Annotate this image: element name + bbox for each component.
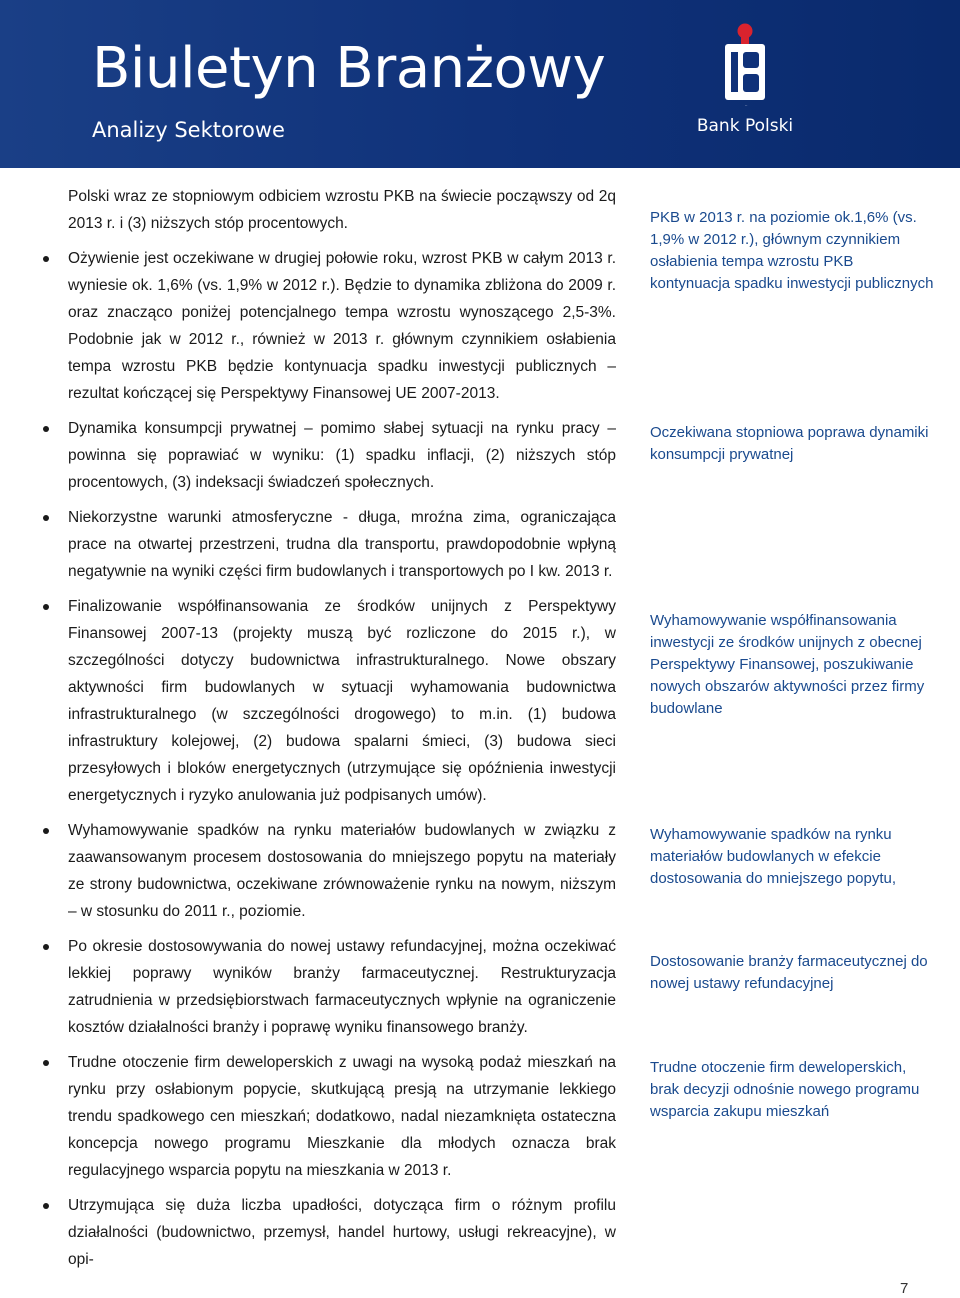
bullet-item-bankruptcies (40, 1192, 616, 1273)
intro-paragraph: Polski wraz ze stopniowym odbiciem wzrostu PKB na świecie począwszy od 2q 2013 r. i (3) niższych stóp procentowych. (68, 188, 616, 232)
bullet-dot (43, 1203, 49, 1209)
bullet-dot (43, 256, 49, 262)
bullet-item-weather (40, 504, 616, 585)
sidenote-pharma: Dostosowanie branży farmaceutycznej do nowej ustawy refundacyjnej (650, 953, 928, 992)
bulletin-subtitle: Analizy Sektorowe (92, 118, 285, 142)
bullet-dot (43, 604, 49, 610)
logo-mark-text: PKO (745, 106, 748, 107)
bullet-dot (43, 426, 49, 432)
bullet-text: Ożywienie jest oczekiwane w drugiej połowie roku, wzrost PKB w całym 2013 r. wyniesie ok. 1,6% (vs. 1,9% w 2012 r.). Będzie to dynamika zbliżona do 2009 r. oraz znacząco poniżej potencjalnego tempa wzrostu wynoszącego 2,5-3%. Podobnie jak w 2012 r., również w 2013 r. głównym czynnikiem osłabienia tempa wzrostu PKB będzie kontynuacja spadku inwestycji publicznych – rezultat kończącej się Perspektywy Finansowej UE 2007-2013. (68, 250, 616, 402)
sidenote-eu-funds: Wyhamowywanie współfinansowania inwestycji ze środków unijnych z obecnej Perspektywy Finansowej, poszukiwanie nowych obszarów aktywności przez firmy budowlane (650, 612, 925, 717)
page-number: 7 (900, 1280, 909, 1297)
bullet-dot (43, 515, 49, 521)
bullet-text: Wyhamowywanie spadków na rynku materiałów budowlanych w związku z zaawansowanym procesem dostosowania do mniejszego popytu na materiały ze strony budownictwa, oczekiwane zrównoważenie rynku na nowym, niższym – w stosunku do 2011 r., poziomie. (68, 822, 616, 920)
bullet-item-developers (40, 1049, 616, 1184)
bullet-item-gdp (40, 245, 616, 407)
bullet-text: Utrzymująca się duża liczba upadłości, dotycząca firm o różnym profilu działalności (budownictwo, przemysł, handel hurtowy, usługi rekreacyjne), w opi- (68, 1197, 616, 1268)
bullet-item-consumption (40, 415, 616, 496)
page-header (0, 0, 960, 168)
sidenote-gdp: PKB w 2013 r. na poziomie ok.1,6% (vs. 1,9% w 2012 r.), głównym czynnikiem osłabienia tempa wzrostu PKB kontynuacja spadku inwestycji publicznych (650, 209, 934, 292)
sidenote-developers: Trudne otoczenie firm deweloperskich, brak decyzji odnośnie nowego programu wsparcia zakupu mieszkań (650, 1059, 920, 1120)
main-column (40, 183, 616, 1281)
bullet-text: Dynamika konsumpcji prywatnej – pomimo słabej sytuacji na rynku pracy – powinna się poprawiać w wyniku: (1) spadku inflacji, (2) niższych stóp procentowych, (3) indeksacji świadczeń społecznych. (68, 420, 616, 491)
bullet-dot (43, 828, 49, 834)
bullet-dot (43, 1060, 49, 1066)
pko-logo-icon (713, 22, 777, 106)
sidenote-consumption: Oczekiwana stopniowa poprawa dynamiki konsumpcji prywatnej (650, 424, 929, 463)
pko-logo (697, 22, 793, 106)
bullet-text: Niekorzystne warunki atmosferyczne - długa, mroźna zima, ograniczająca prace na otwartej przestrzeni, trudna dla transportu, prawdopodobnie wpłyną negatywnie na wyniki części firm budowlanych i transportowych po I kw. 2013 r. (68, 509, 616, 580)
bank-name: Bank Polski (696, 116, 794, 136)
bullet-text: Po okresie dostosowywania do nowej ustawy refundacyjnej, można oczekiwać lekkiej poprawy wyników branży farmaceutycznej. Restrukturyzacja zatrudnienia w przedsiębiorstwach farmaceutycznych wpłynie na ograniczenie kosztów działalności branży i poprawę wyniku finansowego branży. (68, 938, 616, 1036)
bullet-item-pharma (40, 933, 616, 1041)
bullet-list (40, 245, 616, 1273)
bullet-dot (43, 944, 49, 950)
bulletin-title: Biuletyn Branżowy (92, 36, 606, 101)
bullet-text: Finalizowanie współfinansowania ze środków unijnych z Perspektywy Finansowej 2007-13 (projekty muszą być rozliczone do 2015 r.), w szczególności dotyczy budownictwa infrastrukturalnego. Nowe obszary aktywności firm budowlanych w sytuacji wyhamowania budownictwa infrastrukturalnego (w szczególności drogowego) to m.in. (1) budowa infrastruktury kolejowej, (2) budowa spalarni śmieci, (3) budowa sieci przesyłowych i bloków energetycznych (utrzymujące się opóźnienia inwestycji energetycznych i ryzyko anulowania już podpisanych umów). (68, 598, 616, 804)
bullet-text: Trudne otoczenie firm deweloperskich z uwagi na wysoką podaż mieszkań na rynku przy osłabionym popycie, skutkującą presją na utrzymanie lekkiego trendu spadkowego cen mieszkań; dodatkowo, nadal niezamknięta ostateczna koncepcja nowego programu Mieszkanie dla młodych oznacza brak regulacyjnego wsparcia popytu na mieszkania w 2013 r. (68, 1054, 616, 1179)
sidenote-materials: Wyhamowywanie spadków na rynku materiałów budowlanych w efekcie dostosowania do mniejszego popytu, (650, 826, 896, 887)
bullet-item-materials (40, 817, 616, 925)
bullet-item-eu-funds (40, 593, 616, 809)
